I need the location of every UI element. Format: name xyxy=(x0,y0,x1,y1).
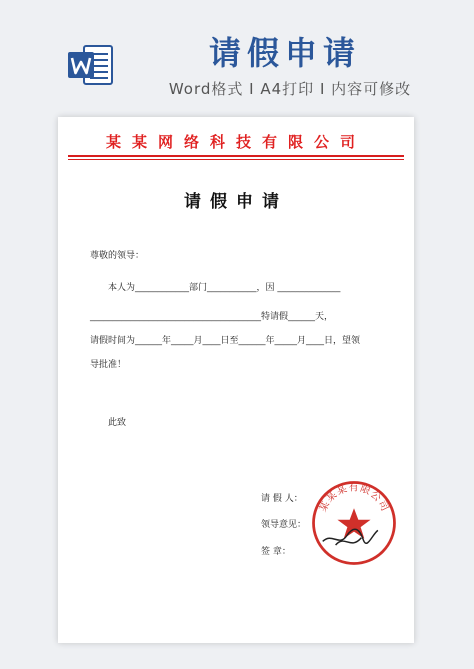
word-icon xyxy=(66,40,116,90)
document-page xyxy=(58,117,414,643)
body-line-3: 请假时间为______年_____月____日至______年_____月____日，望领 xyxy=(90,336,361,346)
body-line-2: ______________________________________特请假______天， xyxy=(90,312,334,322)
seal-text: 某某某有限公司 xyxy=(317,482,391,514)
seal-label: 签 章： xyxy=(261,547,291,557)
handwritten-signature xyxy=(323,529,378,545)
banner xyxy=(0,0,474,110)
banner-subtitle: Word格式 I A4打印 I 内容可修改 xyxy=(168,80,412,98)
greeting: 尊敬的领导： xyxy=(90,251,145,261)
banner-title: 请假申请 xyxy=(208,34,361,72)
header-rule-thin xyxy=(68,159,404,160)
body-line-1: 本人为____________部门___________，因 ______________ xyxy=(108,283,341,293)
closing: 此致 xyxy=(108,418,127,428)
applicant-label: 请 假 人： xyxy=(261,494,303,504)
company-name: 某某网络科技有限公司 xyxy=(105,133,366,151)
body-line-4: 导批准！ xyxy=(90,360,127,370)
leader-opinion-label: 领导意见： xyxy=(261,520,307,530)
company-seal xyxy=(308,477,400,569)
document-title: 请假申请 xyxy=(184,192,288,212)
svg-text:某某某有限公司 xyxy=(316,481,391,514)
header-rule-thick xyxy=(68,155,404,157)
